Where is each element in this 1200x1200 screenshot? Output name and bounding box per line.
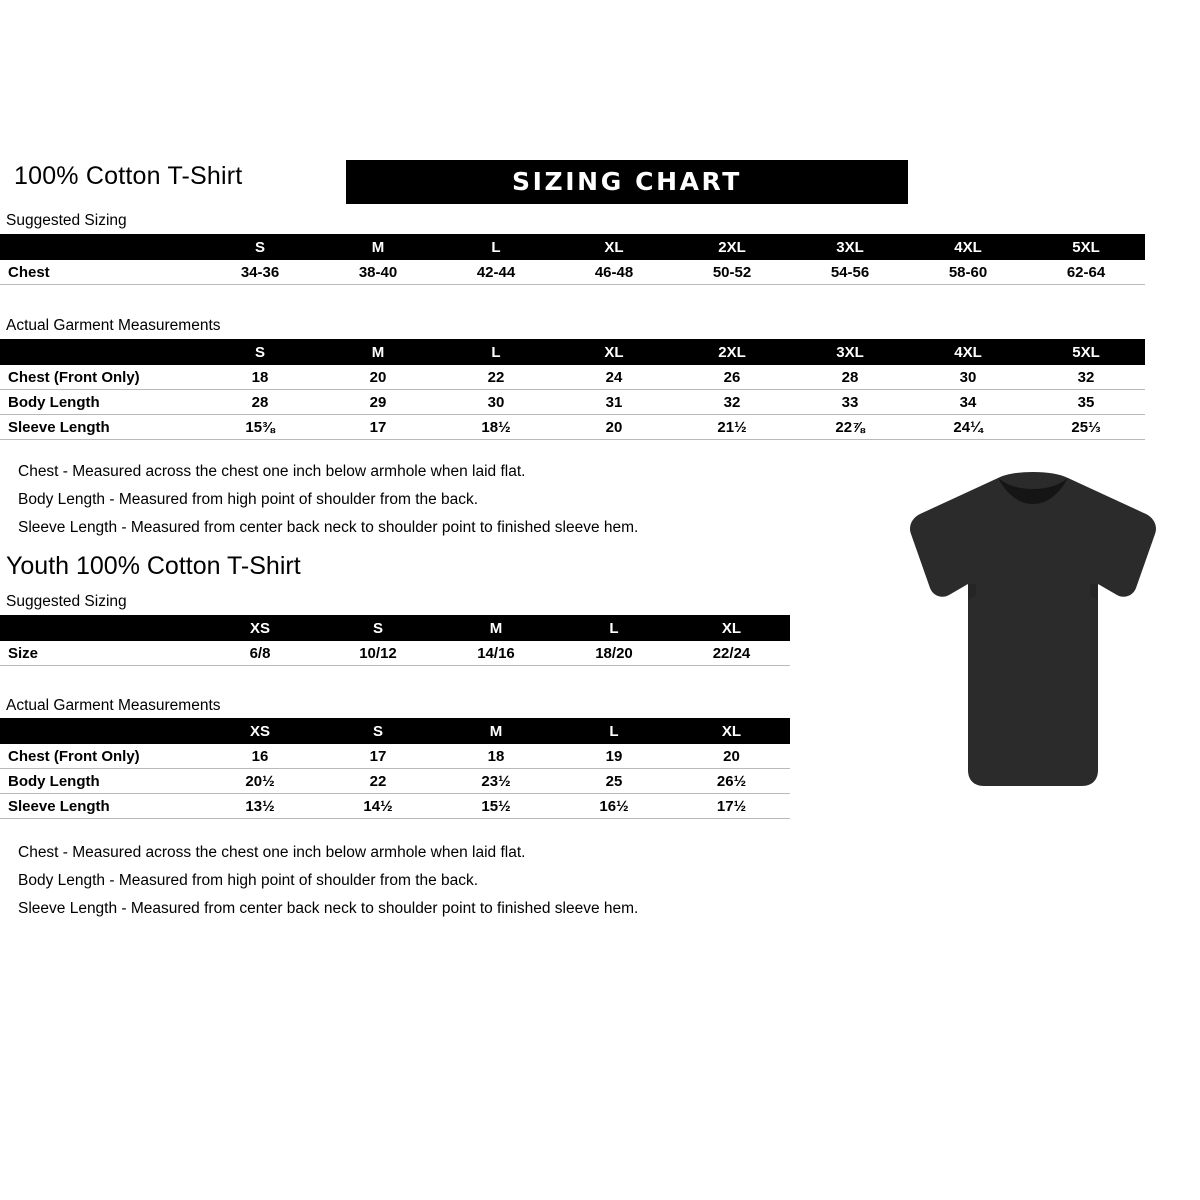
table-row [0,390,1145,415]
table-cell: 25⅓ [1027,415,1145,440]
table-cell: 23½ [437,769,555,794]
table-cell: 33 [791,390,909,415]
table-cell: 20 [319,365,437,390]
table-cell: 14/16 [437,641,555,666]
table-cell: 62-64 [1027,260,1145,285]
youth-note-sleeve-length: Sleeve Length - Measured from center back neck to shoulder point to finished sleeve hem. [18,900,639,917]
table-cell: 6/8 [201,641,319,666]
row-label: Chest (Front Only) [0,365,201,390]
table-row [0,794,790,819]
header-cell: L [437,234,555,260]
header-cell [0,615,201,641]
table-cell: 25 [555,769,673,794]
adult-suggested-label: Suggested Sizing [6,212,127,229]
row-label: Sleeve Length [0,794,201,819]
table-cell: 31 [555,390,673,415]
table-cell: 15⅜ [201,415,319,440]
sizing-chart-banner [346,160,908,204]
header-cell: XL [555,339,673,365]
header-cell: 2XL [673,234,791,260]
row-label: Body Length [0,769,201,794]
table-cell: 18/20 [555,641,673,666]
row-label: Sleeve Length [0,415,201,440]
t-shirt-illustration [898,470,1168,800]
table-cell: 16 [201,744,319,769]
table-cell: 34-36 [201,260,319,285]
table-cell: 24¼ [909,415,1027,440]
table-row [0,260,1145,285]
adult-actual-table [0,339,1145,440]
youth-section-title: Youth 100% Cotton T-Shirt [6,552,301,580]
row-label: Body Length [0,390,201,415]
table-cell: 26½ [673,769,790,794]
youth-note-body-length: Body Length - Measured from high point of shoulder from the back. [18,872,479,889]
adult-note-body-length: Body Length - Measured from high point of shoulder from the back. [18,491,479,508]
table-cell: 32 [673,390,791,415]
header-cell [0,234,201,260]
table-cell: 17 [319,744,437,769]
row-label: Chest (Front Only) [0,744,201,769]
adult-note-chest: Chest - Measured across the chest one inch below armhole when laid flat. [18,463,526,480]
header-cell: L [555,615,673,641]
header-cell: L [555,718,673,744]
table-cell: 32 [1027,365,1145,390]
table-row [0,744,790,769]
header-cell: S [201,339,319,365]
table-cell: 20½ [201,769,319,794]
header-cell: S [319,718,437,744]
table-header-row [0,234,1145,260]
table-cell: 28 [791,365,909,390]
table-cell: 29 [319,390,437,415]
header-cell: M [437,615,555,641]
page-title: 100% Cotton T-Shirt [14,162,243,190]
table-cell: 42-44 [437,260,555,285]
youth-actual-label: Actual Garment Measurements [6,697,221,714]
header-cell: S [319,615,437,641]
header-cell: 5XL [1027,339,1145,365]
table-cell: 14½ [319,794,437,819]
table-cell: 18½ [437,415,555,440]
table-cell: 30 [437,390,555,415]
table-row [0,641,790,666]
table-cell: 16½ [555,794,673,819]
header-cell: XS [201,615,319,641]
header-cell: XL [673,615,790,641]
header-cell [0,339,201,365]
table-cell: 26 [673,365,791,390]
header-cell: 3XL [791,234,909,260]
table-cell: 13½ [201,794,319,819]
table-cell: 34 [909,390,1027,415]
header-cell [0,718,201,744]
header-cell: XS [201,718,319,744]
table-cell: 21½ [673,415,791,440]
adult-actual-label: Actual Garment Measurements [6,317,221,334]
table-cell: 10/12 [319,641,437,666]
header-cell: 5XL [1027,234,1145,260]
adult-suggested-table [0,234,1145,285]
table-cell: 54-56 [791,260,909,285]
header-cell: M [437,718,555,744]
table-cell: 17½ [673,794,790,819]
table-cell: 18 [437,744,555,769]
header-cell: S [201,234,319,260]
header-cell: 4XL [909,234,1027,260]
table-cell: 28 [201,390,319,415]
table-header-row [0,339,1145,365]
table-header-row [0,718,790,744]
table-cell: 22 [437,365,555,390]
header-cell: 3XL [791,339,909,365]
youth-suggested-label: Suggested Sizing [6,593,127,610]
header-cell: 2XL [673,339,791,365]
table-cell: 38-40 [319,260,437,285]
row-label: Chest [0,260,201,285]
table-cell: 17 [319,415,437,440]
youth-note-chest: Chest - Measured across the chest one inch below armhole when laid flat. [18,844,526,861]
table-cell: 46-48 [555,260,673,285]
table-cell: 30 [909,365,1027,390]
youth-actual-table [0,718,790,819]
header-cell: L [437,339,555,365]
table-cell: 22/24 [673,641,790,666]
table-cell: 20 [673,744,790,769]
table-row [0,769,790,794]
youth-suggested-table [0,615,790,666]
header-row [8,160,1188,204]
table-cell: 50-52 [673,260,791,285]
sizing-chart-banner-label: SIZING CHART [512,167,742,196]
header-cell: M [319,234,437,260]
table-row [0,415,1145,440]
header-cell: XL [555,234,673,260]
table-cell: 15½ [437,794,555,819]
table-cell: 19 [555,744,673,769]
header-cell: M [319,339,437,365]
table-cell: 58-60 [909,260,1027,285]
table-cell: 22⅞ [791,415,909,440]
table-cell: 22 [319,769,437,794]
table-cell: 20 [555,415,673,440]
header-cell: 4XL [909,339,1027,365]
header-cell: XL [673,718,790,744]
row-label: Size [0,641,201,666]
table-row [0,365,1145,390]
table-cell: 35 [1027,390,1145,415]
table-cell: 18 [201,365,319,390]
table-cell: 24 [555,365,673,390]
adult-note-sleeve-length: Sleeve Length - Measured from center back neck to shoulder point to finished sleeve hem. [18,519,639,536]
table-header-row [0,615,790,641]
